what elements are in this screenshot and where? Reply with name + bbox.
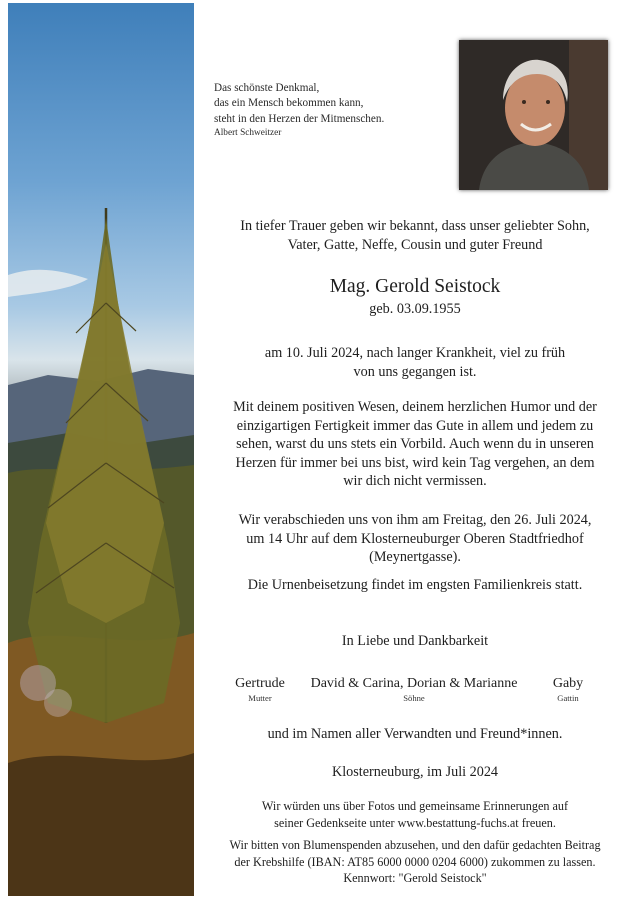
urn-burial-note: Die Urnenbeisetzung findet im engsten Familienkreis statt. <box>247 577 583 593</box>
announcement-line: In tiefer Trauer geben wir bekannt, dass unser geliebter Sohn, <box>240 218 590 234</box>
announcement <box>200 217 630 254</box>
quote-line: steht in den Herzen der Mitmenschen. <box>214 112 385 125</box>
tribute-line: einzigartigen Fertigkeit immer das Gute in allem und jedem zu <box>236 417 594 434</box>
farewell <box>200 511 630 567</box>
tribute-line: Herzen für immer bei uns bist, wird kein Tag vergehen, an dem <box>235 454 595 471</box>
memorial-page-note <box>200 798 630 831</box>
birth-date: geb. 03.09.1955 <box>369 301 461 317</box>
farewell-line: um 14 Uhr auf dem Klosterneuburger Oberen Stadtfriedhof <box>246 530 584 547</box>
memorial-page-line: seiner Gedenkseite unter www.bestattung-fuchs.at freuen. <box>274 815 556 830</box>
quote-line: Das schönste Denkmal, <box>214 82 320 94</box>
portrait-photo <box>459 40 608 190</box>
quote-author: Albert Schweitzer <box>214 128 282 139</box>
relatives-note: und im Namen aller Verwandten und Freund*innen. <box>267 726 563 742</box>
deceased-name: Mag. Gerold Seistock <box>329 276 501 297</box>
mourner-sons <box>298 675 530 704</box>
mourner-name: David & Carina, Dorian & Marianne <box>310 676 518 691</box>
place-date: Klosterneuburg, im Juli 2024 <box>331 764 499 780</box>
farewell-line: Wir verabschieden uns von ihm am Freitag, den 26. Juli 2024, <box>238 512 592 528</box>
announcement-line: Vater, Gatte, Neffe, Cousin und guter Freund <box>287 236 543 253</box>
donation-line: Kennwort: "Gerold Seistock" <box>343 871 487 886</box>
mourner-name: Gaby <box>552 676 584 691</box>
farewell-line: (Meynertgasse). <box>369 549 461 565</box>
death-notice <box>200 344 630 381</box>
portrait-illustration <box>459 40 608 190</box>
mourner-wife <box>540 675 596 704</box>
tribute-line: sehen, warst du uns stets ein Vorbild. Auch wenn du in unseren <box>236 436 594 452</box>
quote <box>214 81 434 139</box>
mourner-role: Mutter <box>248 693 272 703</box>
memorial-page-line: Wir würden uns über Fotos und gemeinsame Erinnerungen auf <box>261 799 569 813</box>
donation-note <box>200 837 630 887</box>
closing-phrase: In Liebe und Dankbarkeit <box>341 633 489 649</box>
donation-line: der Krebshilfe (IBAN: AT85 6000 0000 0204 6000) zukommen zu lassen. <box>234 854 596 869</box>
death-notice-line: von uns gegangen ist. <box>353 363 477 380</box>
donation-line: Wir bitten von Blumenspenden abzusehen, und den dafür gedachten Beitrag <box>229 838 601 852</box>
tribute-line: Mit deinem positiven Wesen, deinem herzlichen Humor und der <box>233 399 597 415</box>
mourner-mother <box>222 675 298 704</box>
tribute <box>200 398 630 491</box>
mourner-role: Söhne <box>403 693 425 703</box>
mourner-name: Gertrude <box>235 676 285 691</box>
death-notice-line: am 10. Juli 2024, nach langer Krankheit, viel zu früh <box>264 345 566 361</box>
tribute-line: wir dich nicht vermissen. <box>343 473 487 489</box>
quote-line: das ein Mensch bekommen kann, <box>214 97 364 110</box>
larch-tree-illustration <box>8 3 194 896</box>
mourner-role: Gattin <box>557 693 579 703</box>
landscape-photo <box>8 3 194 896</box>
